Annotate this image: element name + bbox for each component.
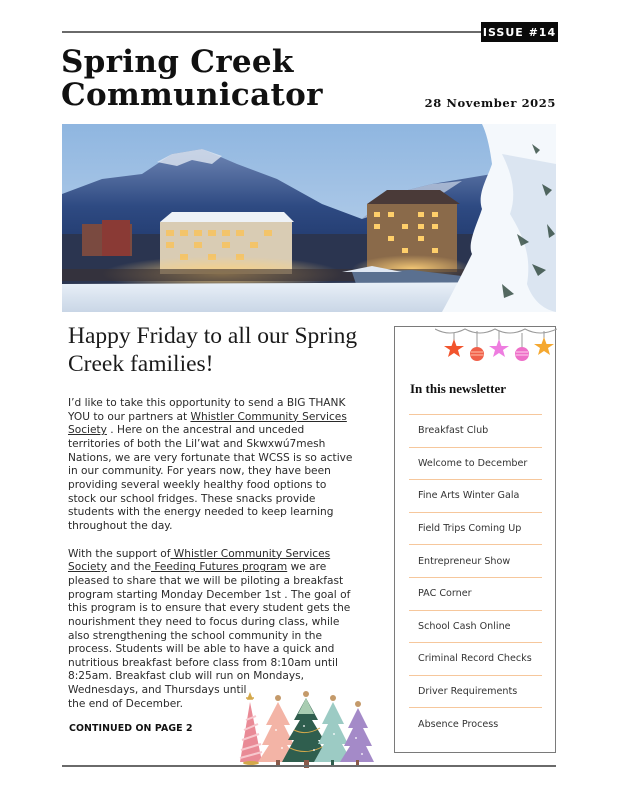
paragraph-2: With the support of Whistler Community Services Society and the Feeding Futures program we are pleased to share that we will be piloting a breakfast program starting Monday December 1st . The goal of this program is to ensure that every student gets the nourishment they need to focus during class, while also strengthening the school community in the process. Students will be able to have a quick and nutritious breakfast before class from 8:10am until 8:25am. Breakfast club will run on Mondays, Wednesdays, and Thursdays until the end of December. [68,547,351,710]
toc-item-criminal-record-checks[interactable]: Criminal Record Checks [409,642,542,675]
greeting-heading: Happy Friday to all our Spring Creek families! [68,323,358,377]
hero-image [62,124,556,312]
title-line-2: Communicator [61,77,323,113]
wcss-link-2[interactable]: Whistler Community Services Society [68,547,331,574]
toc-list [409,414,542,740]
issue-badge: ISSUE #14 [481,22,558,42]
ornaments-decoration [435,325,557,365]
toc-item-school-cash-online[interactable]: School Cash Online [409,610,542,643]
title-line-1: Spring Creek [61,44,294,80]
toc-item-absence-process[interactable]: Absence Process [409,707,542,740]
toc-item-driver-requirements[interactable]: Driver Requirements [409,675,542,708]
toc-item-pac-corner[interactable]: PAC Corner [409,577,542,610]
paragraph-1: I’d like to take this opportunity to send a BIG THANK YOU to our partners at Whistler Community Services Society . Here on the ancestral and unceded territories of both the Lil’wat and Skwxwú7mesh Nations, we are very fortunate that WCSS is so active in our community. For years now, they have been providing several weekly healthy food options to stock our school fridges. These snacks provide students with the energy needed to keep learning throughout the day. [68,397,353,532]
top-rule [62,31,482,33]
toc-item-field-trips[interactable]: Field Trips Coming Up [409,512,542,545]
article-body [68,397,353,711]
newsletter-contents-box [394,326,556,753]
feeding-futures-link[interactable]: Feeding Futures program [150,561,288,574]
toc-heading: In this newsletter [410,381,507,396]
wcss-link[interactable]: Whistler Community Services Society [68,410,347,437]
toc-item-entrepreneur-show[interactable]: Entrepreneur Show [409,544,542,577]
toc-item-fine-arts-winter-gala[interactable]: Fine Arts Winter Gala [409,479,542,512]
issue-date: 28 November 2025 [424,96,556,110]
newsletter-title [61,46,323,112]
bottom-rule [62,765,556,767]
toc-item-breakfast-club[interactable]: Breakfast Club [409,414,542,447]
christmas-trees-illustration [236,690,376,768]
continued-label: CONTINUED ON PAGE 2 [69,723,193,734]
toc-item-welcome-to-december[interactable]: Welcome to December [409,447,542,480]
